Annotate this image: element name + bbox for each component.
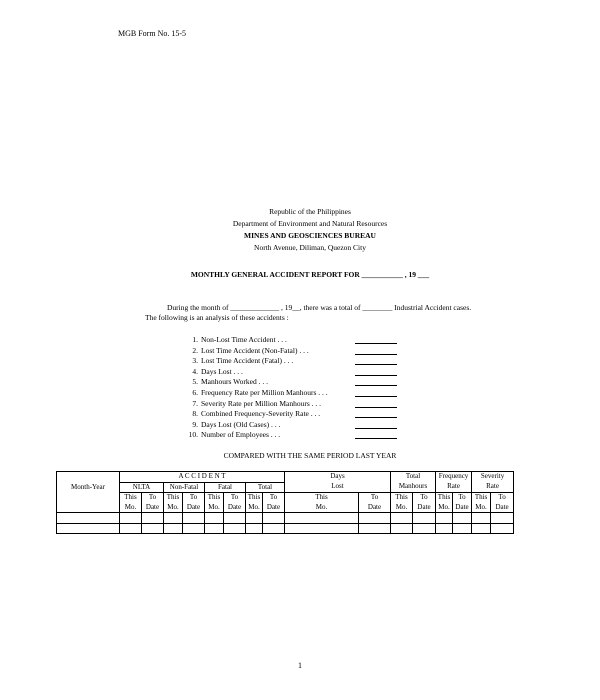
table-row <box>57 513 514 524</box>
mo-header: Mo. <box>436 503 453 513</box>
header-bureau: MINES AND GEOSCIENCES BUREAU <box>244 231 376 240</box>
date-header: Date <box>142 503 164 513</box>
this-header: This <box>246 493 263 503</box>
item-label: Number of Employees . . . <box>201 430 281 440</box>
item-blank-line <box>355 420 397 429</box>
page-number: 1 <box>298 661 302 670</box>
list-item <box>186 388 401 399</box>
month-year-header-blank <box>57 472 120 483</box>
list-item <box>186 399 401 410</box>
non-fatal-header: Non-Fatal <box>164 482 205 493</box>
item-blank-line <box>355 377 397 386</box>
frequency-header: Frequency <box>436 472 472 483</box>
item-label: Combined Frequency-Severity Rate . . . <box>201 409 321 419</box>
item-label: Non-Lost Time Accident . . . <box>201 335 287 344</box>
date-header: Date <box>359 503 391 513</box>
item-blank-line <box>355 409 397 418</box>
intro-line-1: During the month of _____________ , 19__, there was a total of ________ Industrial Accident cases. <box>167 303 472 312</box>
item-number: 10. <box>188 430 198 440</box>
item-number: 2. <box>192 345 198 355</box>
list-item <box>186 430 401 441</box>
this-header: This <box>120 493 142 503</box>
header-republic: Republic of the Philippines <box>269 207 351 216</box>
item-label: Severity Rate per Million Manhours . . . <box>201 398 321 408</box>
nlta-header: NLTA <box>120 482 164 493</box>
item-blank-line <box>355 430 397 439</box>
fatal-header: Fatal <box>205 482 246 493</box>
to-header: To <box>224 493 246 503</box>
item-blank-line <box>355 388 397 397</box>
report-title: MONTHLY GENERAL ACCIDENT REPORT FOR ___________ , 19 ___ <box>190 270 430 279</box>
month-year-header: Month-Year <box>57 482 120 493</box>
date-header: Date <box>224 503 246 513</box>
item-blank-line <box>355 367 397 376</box>
to-header: To <box>263 493 285 503</box>
item-blank-line <box>355 399 397 408</box>
item-label: Days Lost . . . <box>201 366 243 376</box>
manhours-header: Manhours <box>391 482 436 493</box>
item-number: 9. <box>192 419 198 429</box>
to-header: To <box>491 493 514 503</box>
month-year-blank <box>57 493 120 503</box>
list-item <box>186 356 401 367</box>
this-header: This <box>164 493 183 503</box>
to-header: To <box>359 493 391 503</box>
analysis-list <box>186 335 401 441</box>
header-address: North Avenue, Diliman, Quezon City <box>254 243 366 252</box>
item-label: Days Lost (Old Cases) . . . <box>201 419 281 429</box>
table-row <box>57 523 514 534</box>
list-item <box>186 346 401 357</box>
month-year-blank <box>57 503 120 513</box>
to-header: To <box>142 493 164 503</box>
date-header: Date <box>263 503 285 513</box>
mo-header: Mo. <box>285 503 359 513</box>
item-number: 6. <box>192 387 198 397</box>
item-number: 7. <box>192 398 198 408</box>
frequency-rate-header: Rate <box>436 482 472 493</box>
item-number: 4. <box>192 366 198 376</box>
to-header: To <box>183 493 205 503</box>
item-number: 8. <box>192 409 198 419</box>
list-item <box>186 409 401 420</box>
days-header: Days <box>285 472 391 483</box>
date-header: Date <box>453 503 472 513</box>
date-header: Date <box>183 503 205 513</box>
to-header: To <box>413 493 436 503</box>
mo-header: Mo. <box>391 503 413 513</box>
this-header: This <box>205 493 224 503</box>
this-header: This <box>436 493 453 503</box>
mo-header: Mo. <box>205 503 224 513</box>
this-header: This <box>472 493 491 503</box>
header-department: Department of Environment and Natural Resources <box>232 219 388 228</box>
compared-title: COMPARED WITH THE SAME PERIOD LAST YEAR <box>223 451 397 460</box>
item-blank-line <box>355 335 397 344</box>
list-item <box>186 335 401 346</box>
form-number: MGB Form No. 15-5 <box>118 29 187 38</box>
mo-header: Mo. <box>246 503 263 513</box>
severity-header: Severity <box>472 472 514 483</box>
lost-header: Lost <box>285 482 391 493</box>
comparison-table <box>56 471 514 534</box>
item-label: Lost Time Accident (Non-Fatal) . . . <box>201 345 309 355</box>
date-header: Date <box>413 503 436 513</box>
item-number: 3. <box>192 356 198 366</box>
severity-rate-header: Rate <box>472 482 514 493</box>
mo-header: Mo. <box>472 503 491 513</box>
item-number: 1. <box>192 335 198 344</box>
letterhead <box>0 206 600 254</box>
item-number: 5. <box>192 377 198 387</box>
total-header: Total <box>246 482 285 493</box>
mo-header: Mo. <box>120 503 142 513</box>
item-blank-line <box>355 346 397 355</box>
list-item <box>186 367 401 378</box>
to-header: To <box>453 493 472 503</box>
item-label: Frequency Rate per Million Manhours . . . <box>201 387 328 397</box>
item-blank-line <box>355 356 397 365</box>
this-header: This <box>391 493 413 503</box>
intro-line-2: The following is an analysis of these accidents : <box>145 313 289 322</box>
mo-header: Mo. <box>164 503 183 513</box>
item-label: Manhours Worked . . . <box>201 377 268 387</box>
list-item <box>186 420 401 431</box>
this-header: This <box>285 493 359 503</box>
item-label: Lost Time Accident (Fatal) . . . <box>201 356 294 366</box>
date-header: Date <box>491 503 514 513</box>
total-manhours-header: Total <box>391 472 436 483</box>
list-item <box>186 377 401 388</box>
accident-header: A C C I D E N T <box>120 472 285 483</box>
